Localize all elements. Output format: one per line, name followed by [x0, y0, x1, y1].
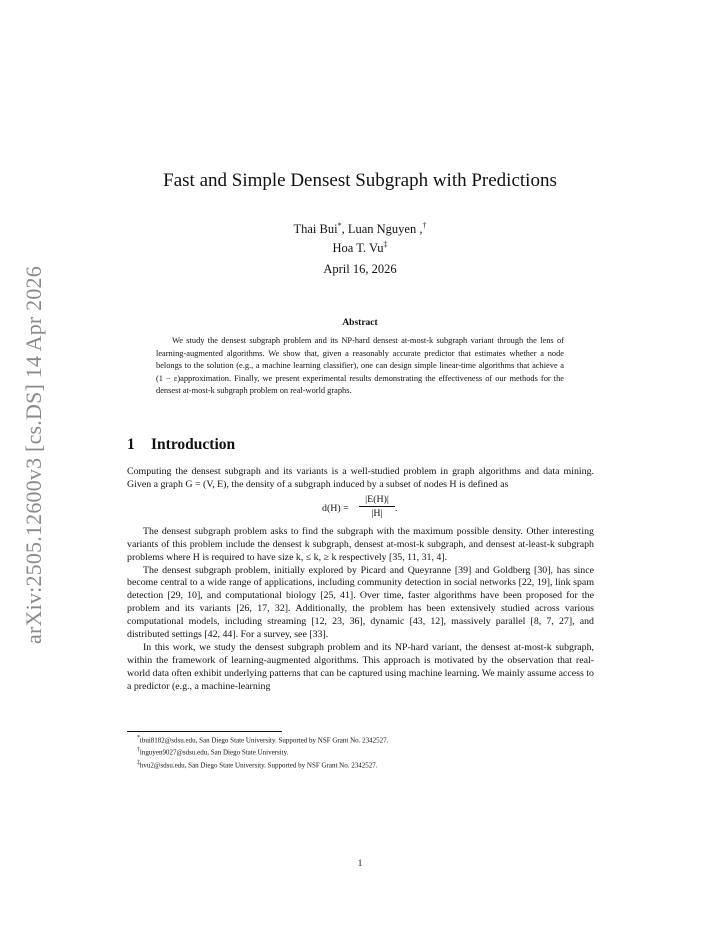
author-line-2	[0, 237, 720, 256]
author-name-2: , Luan Nguyen ,	[341, 222, 423, 237]
equation-fraction	[359, 493, 398, 520]
author-block	[0, 218, 720, 256]
author-footnote-mark-3[interactable]: ‡	[383, 240, 388, 250]
footnote-text: lnguyen9027@sdsu.edu, San Diego State University.	[139, 748, 289, 757]
footnote-mark: †	[137, 747, 140, 754]
section-heading	[127, 436, 235, 454]
density-equation	[127, 494, 594, 524]
paper-title: Fast and Simple Densest Subgraph with Predictions	[163, 170, 557, 191]
equation-period: .	[395, 502, 398, 514]
paragraph-2: The densest subgraph problem asks to find the subgraph with the maximum possible density. Other interesting variants of this problem include the densest k subgraph, densest at-most-k subgraph, and densest at-least-k subgraph problems where H is required to have size k, ≤ k, ≥ k respectively [35, 11, 31, 4].	[127, 525, 594, 563]
footnote-text: tbui8182@sdsu.edu, San Diego State University. Supported by NSF Grant No. 2342527.	[139, 736, 389, 745]
section-body	[127, 466, 594, 694]
equation-denominator: |H|	[371, 507, 383, 519]
section-number: 1	[127, 436, 135, 453]
footnote-mark: *	[137, 735, 140, 741]
abstract-text: We study the densest subgraph problem and its NP-hard densest at-most-k subgraph variant through the lens of learning-augmented algorithms. We show that, given a reasonably accurate predictor that estimates whether a node belongs to the solution (e.g., a machine learning classifier), one can design simple linear-time algorithms that achieve a (1 − ε)approximation. Finally, we present experimental results demonstrating the effectiveness of our methods for the densest at-most-k subgraph problem on real-world graphs.	[156, 336, 564, 396]
footnote-mark: ‡	[137, 759, 140, 766]
author-name-3: Hoa T. Vu	[332, 241, 384, 256]
paragraph-1: Computing the densest subgraph and its variants is a well-studied problem in graph algorithms and data mining. Given a graph G = (V, E), the density of a subgraph induced by a subset of nodes H is defined as	[127, 466, 594, 490]
footnote-text: hvu2@sdsu.edu, San Diego State University. Supported by NSF Grant No. 2342527.	[139, 760, 378, 769]
author-name-1: Thai Bui	[293, 222, 338, 237]
page-number: 1	[357, 858, 363, 868]
section-title: Introduction	[151, 436, 236, 453]
equation-numerator: |E(H)|	[359, 494, 395, 507]
author-line-1	[0, 218, 720, 237]
abstract-heading: Abstract	[342, 318, 378, 328]
arxiv-identifier-text: arXiv:2505.12600v3 [cs.DS] 14 Apr 2026	[21, 266, 46, 644]
footnote-3	[127, 758, 594, 770]
author-footnote-mark-2[interactable]: †	[422, 221, 427, 230]
footnote-1	[127, 733, 594, 745]
equation-lhs: d(H) =	[322, 502, 349, 514]
paragraph-3: The densest subgraph problem, initially explored by Picard and Queyranne [39] and Goldberg [30], has since become central to a wide range of applications, including community detection in social networks [22, 19], link spam detection [29, 10], and computational biology [25, 41]. Over time, faster algorithms have been proposed for the problem and its variants [26, 17, 32]. Additionally, the problem has been extensively studied across various computational models, including streaming [12, 23, 36], dynamic [43, 12], massively parallel [8, 7, 27], and distributed settings [42, 44]. For a survey, see [33].	[127, 564, 594, 641]
author-footnote-mark-1[interactable]: *	[337, 221, 342, 230]
footnotes	[127, 731, 594, 770]
footnote-2	[127, 745, 594, 757]
paper-date: April 16, 2026	[323, 262, 397, 276]
paragraph-4: In this work, we study the densest subgraph problem and its NP-hard variant, the densest at-most-k subgraph, within the framework of learning-augmented algorithms. This approach is motivated by the observation that real-world data often exhibit underlying patterns that can be captured using machine learning. We mainly assume access to a predictor (e.g., a machine-learning	[127, 641, 594, 692]
footnote-rule	[127, 731, 282, 732]
